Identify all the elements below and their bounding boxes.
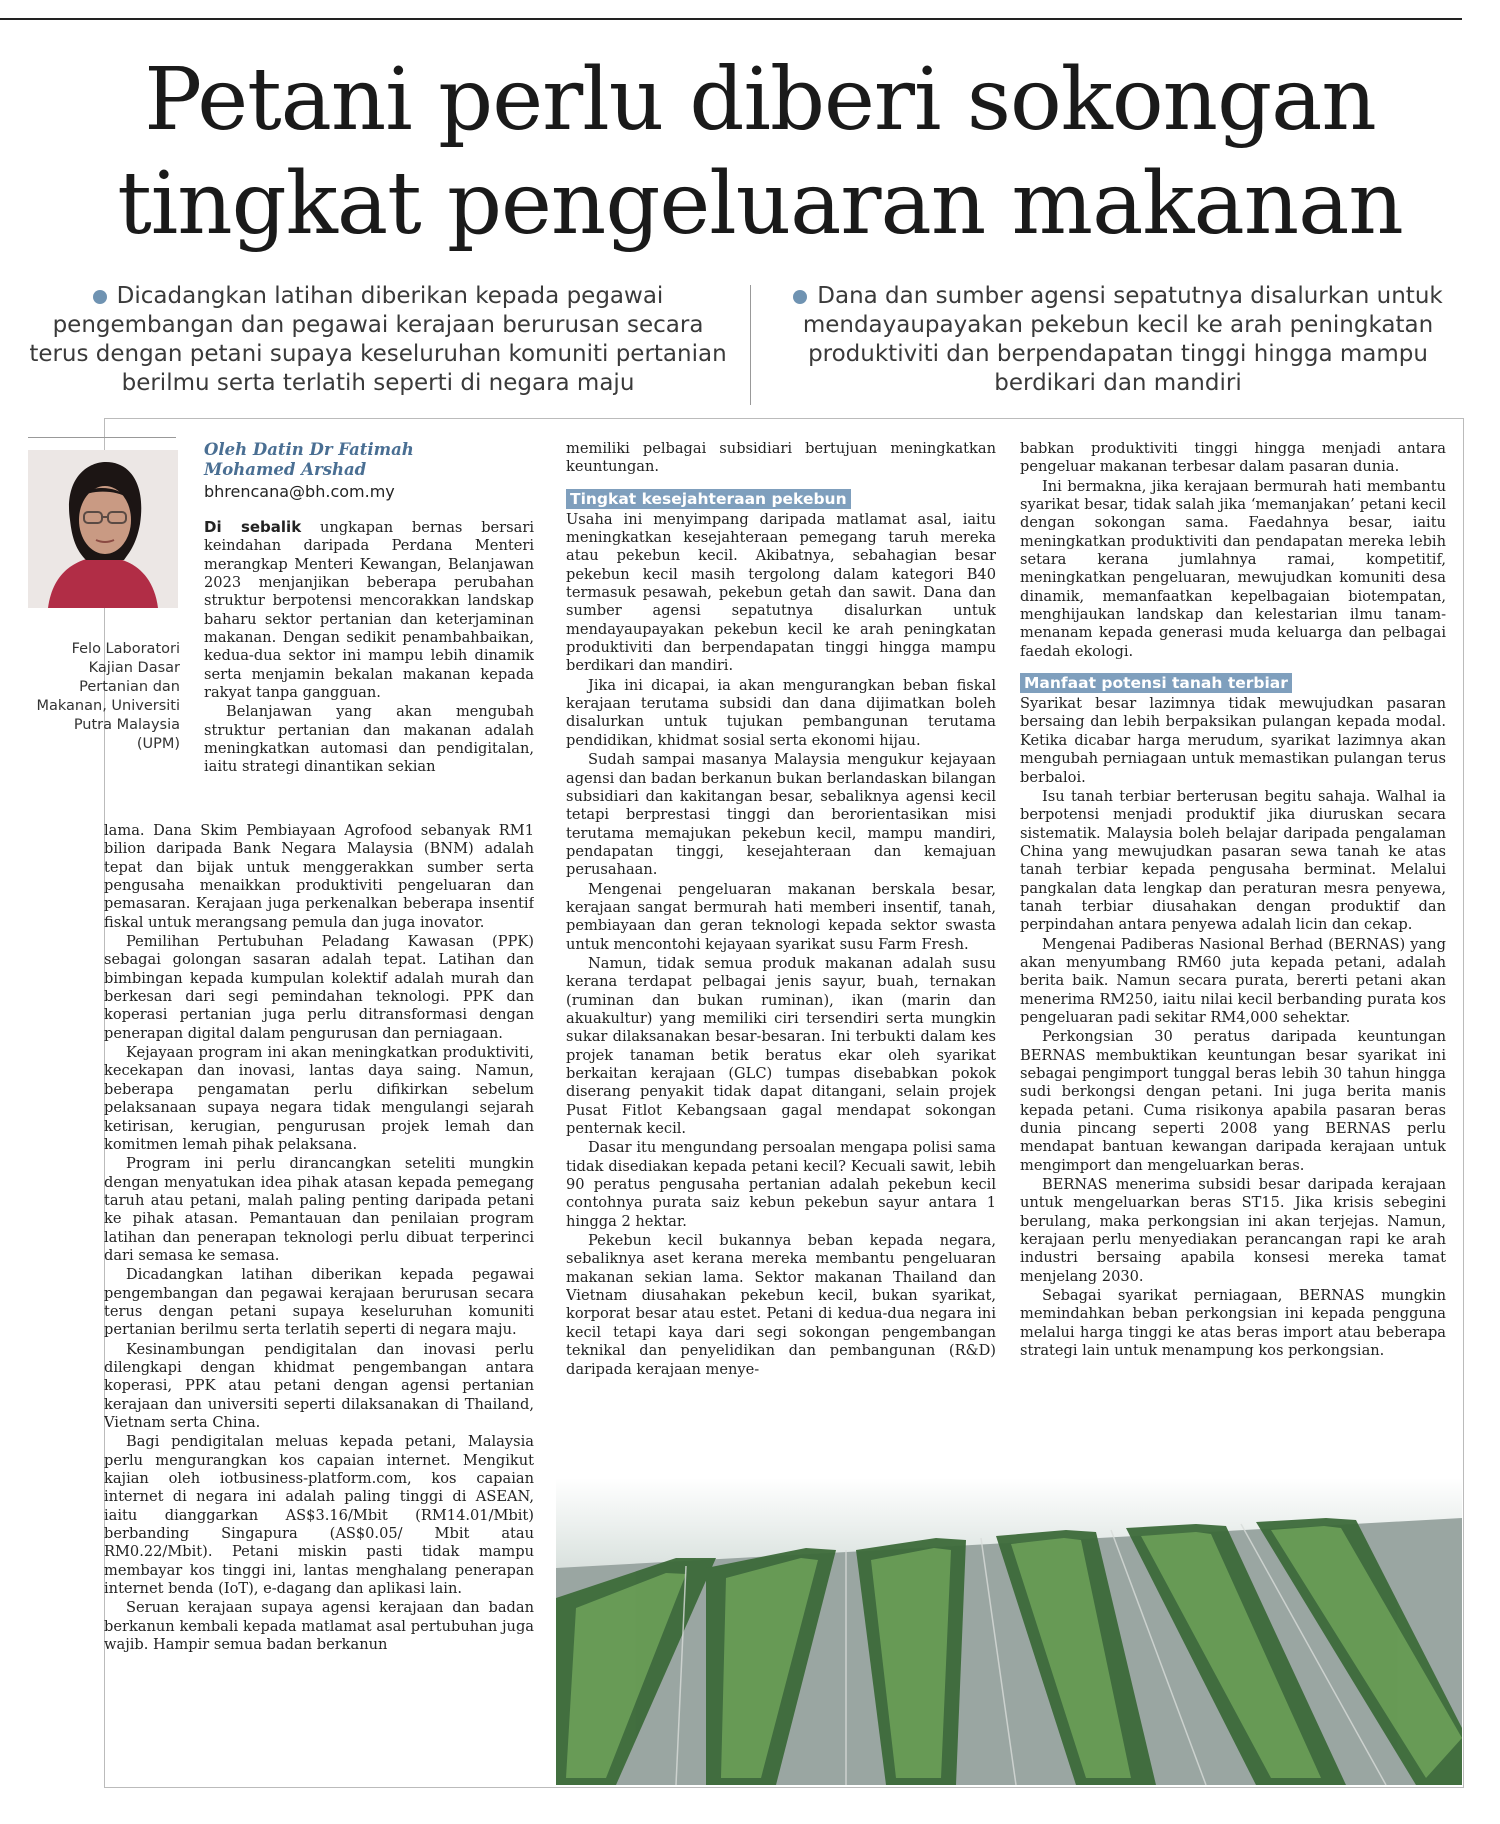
paragraph: Syarikat besar lazimnya tidak mewujudkan pasaran bersaing dan lebih berpaksikan pulangan kepada modal. Ketika dicabar harga merudum, syarikat lazimnya akan mengubah perniagaan untuk memastikan pulangan terus berbaloi. — [1020, 695, 1446, 786]
headline-line-1: Petani perlu diberi sokongan — [144, 50, 1376, 150]
highlight-right — [768, 282, 1468, 398]
author-caption: Felo Laboratori Kajian Dasar Pertanian dan Makanan, Universiti Putra Malaysia (UPM) — [36, 641, 180, 752]
paragraph: Dicadangkan latihan diberikan kepada pegawai pengembangan dan pegawai kerajaan berurusan secara terus dengan petani supaya keseluruhan komuniti pertanian berilmu serta terlatih seperti di negara maju. — [104, 1266, 534, 1339]
paragraph: Mengenai Padiberas Nasional Berhad (BERNAS) yang akan menyumbang RM60 juta kepada petani, adalah berita baik. Namun secara purata, bererti petani akan menerima RM250, iaitu nilai kecil berbanding purata kos pengeluaran padi sekitar RM4,000 sehektar. — [1020, 935, 1446, 1026]
lead-word: Di sebalik — [204, 518, 302, 536]
paragraph: Kesinambungan pendigitalan dan inovasi perlu dilengkapi dengan khidmat pengembangan antara koperasi, PPK atau petani dengan agensi pertanian kerajaan dan universiti seperti dilaksanakan di Thailand, Vietnam serta China. — [104, 1340, 534, 1431]
paragraph: Seruan kerajaan supaya agensi kerajaan dan badan berkanun kembali kepada matlamat asal pertubuhan juga wajib. Hampir semua badan berkanun — [104, 1599, 534, 1654]
paragraph: Mengenai pengeluaran makanan berskala besar, kerajaan sangat bermurah hati memberi insentif, tanah, pembiayaan dan geran teknologi kepada sektor swasta untuk mencontohi kejayaan syarikat susu Farm Fresh. — [566, 880, 996, 953]
highlight-left-text: Dicadangkan latihan diberikan kepada pegawai pengembangan dan pegawai kerajaan berurusan secara terus dengan petani supaya keseluruhan komuniti pertanian berilmu serta terlatih seperti di negara maju — [29, 283, 727, 396]
paragraph: memiliki pelbagai subsidiari bertujuan meningkatkan keuntungan. — [566, 440, 996, 476]
paragraph: Pekebun kecil bukannya beban kepada negara, sebaliknya aset kerana mereka membantu pengeluaran makanan sekian lama. Sektor makanan Thailand dan Vietnam diusahakan pekebun kecil, bukan syarikat, korporat besar atau estet. Petani di kedua-dua negara ini kecil tetapi kaya dari segi sokongan pengembangan teknikal dan penyelidikan dan pembangunan (R&D) daripada kerajaan menye- — [566, 1232, 996, 1378]
highlight-divider — [750, 285, 751, 405]
byline — [204, 440, 414, 480]
lead-paragraph — [204, 518, 534, 702]
subheading-text: Manfaat potensi tanah terbiar — [1020, 673, 1292, 693]
paragraph: Sebagai syarikat perniagaan, BERNAS mungkin memindahkan beban perkongsian ini kepada pengguna melalui harga tinggi ke atas beras import atau beberapa strategi lain untuk menampung kos perkongsian. — [1020, 1287, 1446, 1360]
column-2 — [566, 440, 996, 1480]
paragraph: Usaha ini menyimpang daripada matlamat asal, iaitu meningkatkan kesejahteraan pemegang taruh mereka atau pekebun kecil. Akibatnya, sebahagian besar pekebun kecil masih tergolong dalam kategori B40 termasuk pesawah, pekebun getah dan sawit. Dana dan sumber agensi sepatutnya disalurkan untuk mendayaupayakan pekebun kecil ke arah peningkatan produktiviti dan berpendapatan tinggi hingga mampu berdikari dan mandiri. — [566, 510, 996, 675]
paragraph: Isu tanah terbiar berterusan begitu sahaja. Walhal ia berpotensi menjadi produktif jika diuruskan secara sistematik. Malaysia boleh belajar daripada pengalaman China yang mewujudkan pasaran sewa tanah ke atas tanah terbiar kepada pengusaha berminat. Melalui pangkalan data lengkap dan peraturan mesra penyewa, tanah terbiar diusahakan dengan produktif dan perpindahan antara penyewa adalah licin dan cekap. — [1020, 787, 1446, 934]
paragraph: Pemilihan Pertubuhan Peladang Kawasan (PPK) sebagai golongan sasaran adalah tepat. Latihan dan bimbingan kepada kumpulan kolektif adalah murah dan berkesan dari segi pemindahan teknologi. PPK dan koperasi pertanian juga perlu ditransformasi dengan penerapan digital dalam pengurusan dan perniagaan. — [104, 933, 534, 1042]
highlight-right-text: Dana dan sumber agensi sepatutnya disalurkan untuk mendayaupayakan pekebun kecil ke arah peningkatan produktiviti dan berpendapatan tinggi hingga mampu berdikari dan mandiri — [802, 283, 1443, 396]
photo-rule — [28, 437, 176, 438]
paragraph: Perkongsian 30 peratus daripada keuntungan BERNAS membuktikan keuntungan besar syarikat ini sebagai pengimport tunggal beras lebih 30 tahun hingga sudi berkongsi dengan petani. Ini juga berita manis kepada petani. Cuma risikonya apabila pasaran beras dunia pincang seperti 2008 yang BERNAS perlu mendapat bantuan kewangan daripada kerajaan untuk mengimport dan mengeluarkan beras. — [1020, 1028, 1446, 1174]
paragraph: Ini bermakna, jika kerajaan bermurah hati membantu syarikat besar, tidak salah jika ‘memanjakan’ petani kecil dengan sokongan sama. Faedahnya besar, iaitu meningkatkan produktiviti dan pendapatan mereka lebih setara kerana jumlahnya ramai, kompetitif, meningkatkan pengeluaran, mewujudkan komuniti desa dinamik, memanfaatkan kepelbagaian biotempatan, menghijaukan landskap dan kelestarian ilmu tanam-menanam kepada generasi muda keluarga dan pelbagai faedah ekologi. — [1020, 477, 1446, 660]
headline — [60, 48, 1460, 256]
paragraph: BERNAS menerima subsidi besar daripada kerajaan untuk mengeluarkan beras ST15. Jika krisis sebegini berulang, maka perkongsian ini akan terjejas. Namun, kerajaan perlu menyediakan perancangan rapi ke arah industri bersaing apabila konsesi mereka tamat menjelang 2030. — [1020, 1176, 1446, 1285]
paragraph: lama. Dana Skim Pembiayaan Agrofood sebanyak RM1 bilion daripada Bank Negara Malaysia (BNM) adalah tepat dan bijak untuk menggerakkan sumber serta pengusaha menaikkan produktiviti pengeluaran dan pemasaran. Kerajaan juga perkenalkan beberapa insentif fiskal untuk merangsang pemula dan juga inovator. — [104, 822, 534, 931]
author-photo — [28, 450, 178, 608]
subheading — [1020, 673, 1446, 693]
lead-text: ungkapan bernas bersari keindahan daripada Perdana Menteri merangkap Menteri Kewangan, Belanjawan 2023 menjanjikan beberapa perubahan struktur berpotensi mencorakkan landskap baharu sektor pertanian dan keterjaminan makanan. Dengan sedikit penambahbaikan, kedua-dua sektor ini mampu lebih dinamik serta menjamin bekalan makanan kepada rakyat tanpa gangguan. — [204, 519, 534, 702]
author-email[interactable]: bhrencana@bh.com.my — [204, 482, 395, 501]
paragraph: Belanjawan yang akan mengubah struktur pertanian dan makanan adalah meningkatkan automasi dan pendigitalan, iaitu strategi dinantikan sekian — [204, 703, 534, 776]
paragraph: Sudah sampai masanya Malaysia mengukur kejayaan agensi dan badan berkanun bukan berlandaskan bilangan subsidiari dan kakitangan besar, sebaliknya agensi kecil tetapi berprestasi tinggi dan berorientasikan misi terutama memajukan pekebun kecil, mampu mandiri, pendapatan tinggi, kesejahteraan dan kemajuan perusahaan. — [566, 751, 996, 879]
headline-line-2: tingkat pengeluaran makanan — [117, 154, 1403, 254]
byline-line-1: Oleh Datin Dr Fatimah — [204, 440, 414, 459]
subheading-text: Tingkat kesejahteraan pekebun — [566, 489, 851, 509]
top-rule — [0, 18, 1462, 20]
paragraph: babkan produktiviti tinggi hingga menjadi antara pengeluar makanan terbesar dalam pasaran dunia. — [1020, 440, 1446, 476]
paragraph: Namun, tidak semua produk makanan adalah susu kerana terdapat pelbagai jenis sayur, buah, ternakan (ruminan dan bukan ruminan), ikan (marin dan akuakultur) yang memiliki ciri tersendiri serta mungkin sukar dilaksanakan besar-besaran. Ini terbukti dalam kes projek tanaman betik beratus ekar oleh syarikat berkaitan kerajaan (GLC) tumpas disebabkan pokok diserang penyakit tidak dapat ditangani, selain projek Pusat Fitlot Kebangsaan gagal mendapat sokongan penternak kecil. — [566, 954, 996, 1138]
bullet-dot-icon — [93, 290, 107, 304]
paragraph: Dasar itu mengundang persoalan mengapa polisi sama tidak disediakan kepada petani kecil? Kecuali sawit, lebih 90 peratus pengusaha pertanian adalah pekebun kecil contohnya purata saiz kebun pekebun sayur antara 1 hingga 2 hektar. — [566, 1139, 996, 1230]
highlight-left — [28, 282, 728, 398]
paragraph: Kejayaan program ini akan meningkatkan produktiviti, kecekapan dan inovasi, lantas daya saing. Namun, beberapa pengamatan perlu difikirkan sebelum pelaksanaan supaya negara tidak mengulangi sejarah ketirisan, kerugian, pengurusan projek lemah dan komitmen lemah pihak pelaksana. — [104, 1044, 534, 1153]
paragraph: Jika ini dicapai, ia akan mengurangkan beban fiskal kerajaan terutama subsidi dan dana dijimatkan boleh disalurkan untuk tujukan pembangunan terutama pendidikan, khidmat sosial serta ekonomi hijau. — [566, 676, 996, 749]
farm-photo — [556, 1478, 1462, 1785]
column-1-bottom — [104, 822, 534, 1777]
bullet-dot-icon — [793, 290, 807, 304]
column-3 — [1020, 440, 1446, 1500]
column-1-top — [204, 518, 534, 818]
paragraph: Program ini perlu dirancangkan seteliti mungkin dengan menyatukan idea pihak atasan kepada pemegang taruh atau petani, malah paling penting daripada petani ke pihak atasan. Pemantauan dan penilaian program latihan dan penerapan teknologi perlu dibuat terperinci dari semasa ke semasa. — [104, 1155, 534, 1264]
subheading — [566, 489, 996, 509]
byline-line-2: Mohamed Arshad — [204, 460, 367, 479]
paragraph: Bagi pendigitalan meluas kepada petani, Malaysia perlu mengurangkan kos capaian internet. Mengikut kajian oleh iotbusiness-platform.com, kos capaian internet di negara ini adalah paling tinggi di ASEAN, iaitu dianggarkan AS$3.16/Mbit (RM14.01/Mbit) berbanding Singapura (AS$0.05/ Mbit atau RM0.22/Mbit). Petani miskin pasti tidak mampu membayar kos tinggi ini, lantas menghalang penerapan internet benda (IoT), e-dagang dan aplikasi lain. — [104, 1433, 534, 1598]
